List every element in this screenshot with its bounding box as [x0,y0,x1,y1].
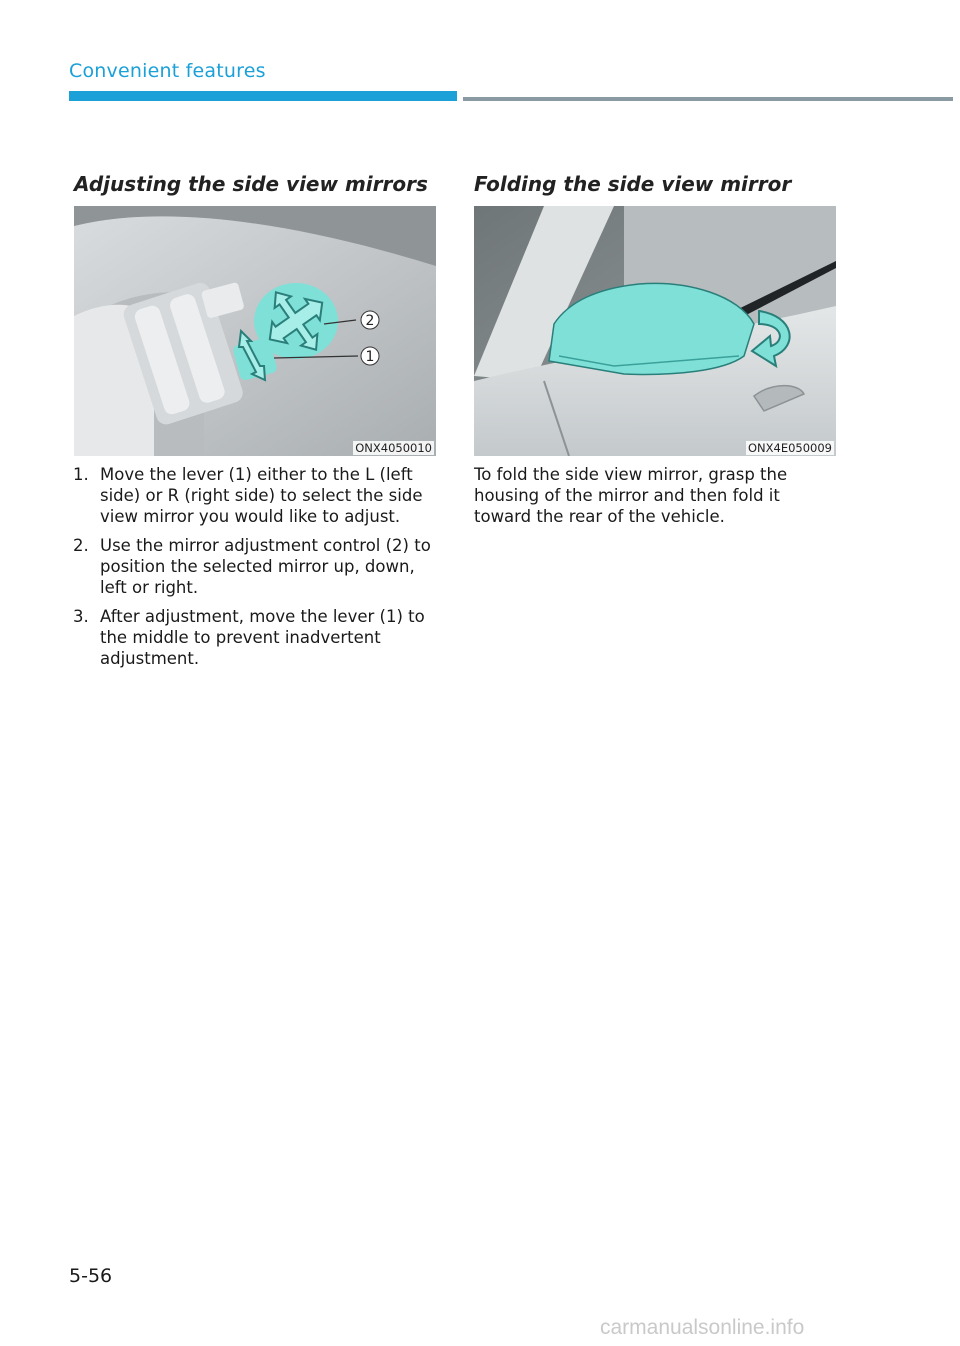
section-title: Convenient features [69,60,266,82]
header-rule-accent [69,91,457,101]
page-number: 5-56 [69,1265,113,1287]
callout-1-label: 1 [365,349,375,365]
step-text: Move the lever (1) either to the L (left side) or R (right side) to select the side view mirror you would like to adjust. [100,465,423,526]
fold-instructions: To fold the side view mirror, grasp the housing of the mirror and then fold it toward the rear of the vehicle. [474,465,788,526]
figure-code: ONX4050010 [355,441,432,455]
step-number: 1. [73,465,89,484]
step-text: After adjustment, move the lever (1) to the middle to prevent inadvertent adjustment. [100,607,425,668]
mirror-fold-illustration [474,206,836,456]
header-rule-grey [463,97,953,101]
right-heading: Folding the side view mirror [474,172,792,196]
mirror-fold-figure [474,206,836,456]
step-item [73,606,445,669]
watermark-text: carmanualsonline.info [600,1316,805,1339]
step-item [73,464,445,527]
mirror-control-illustration [74,206,436,456]
step-text: Use the mirror adjustment control (2) to position the selected mirror up, down, left or right. [100,536,431,597]
step-item [73,535,445,598]
mirror-control-figure [74,206,436,456]
step-number: 3. [73,607,89,626]
callout-2-label: 2 [365,313,375,329]
left-heading: Adjusting the side view mirrors [74,172,428,196]
adjustment-steps [73,464,445,677]
step-number: 2. [73,536,89,555]
figure-code: ONX4E050009 [747,441,832,455]
